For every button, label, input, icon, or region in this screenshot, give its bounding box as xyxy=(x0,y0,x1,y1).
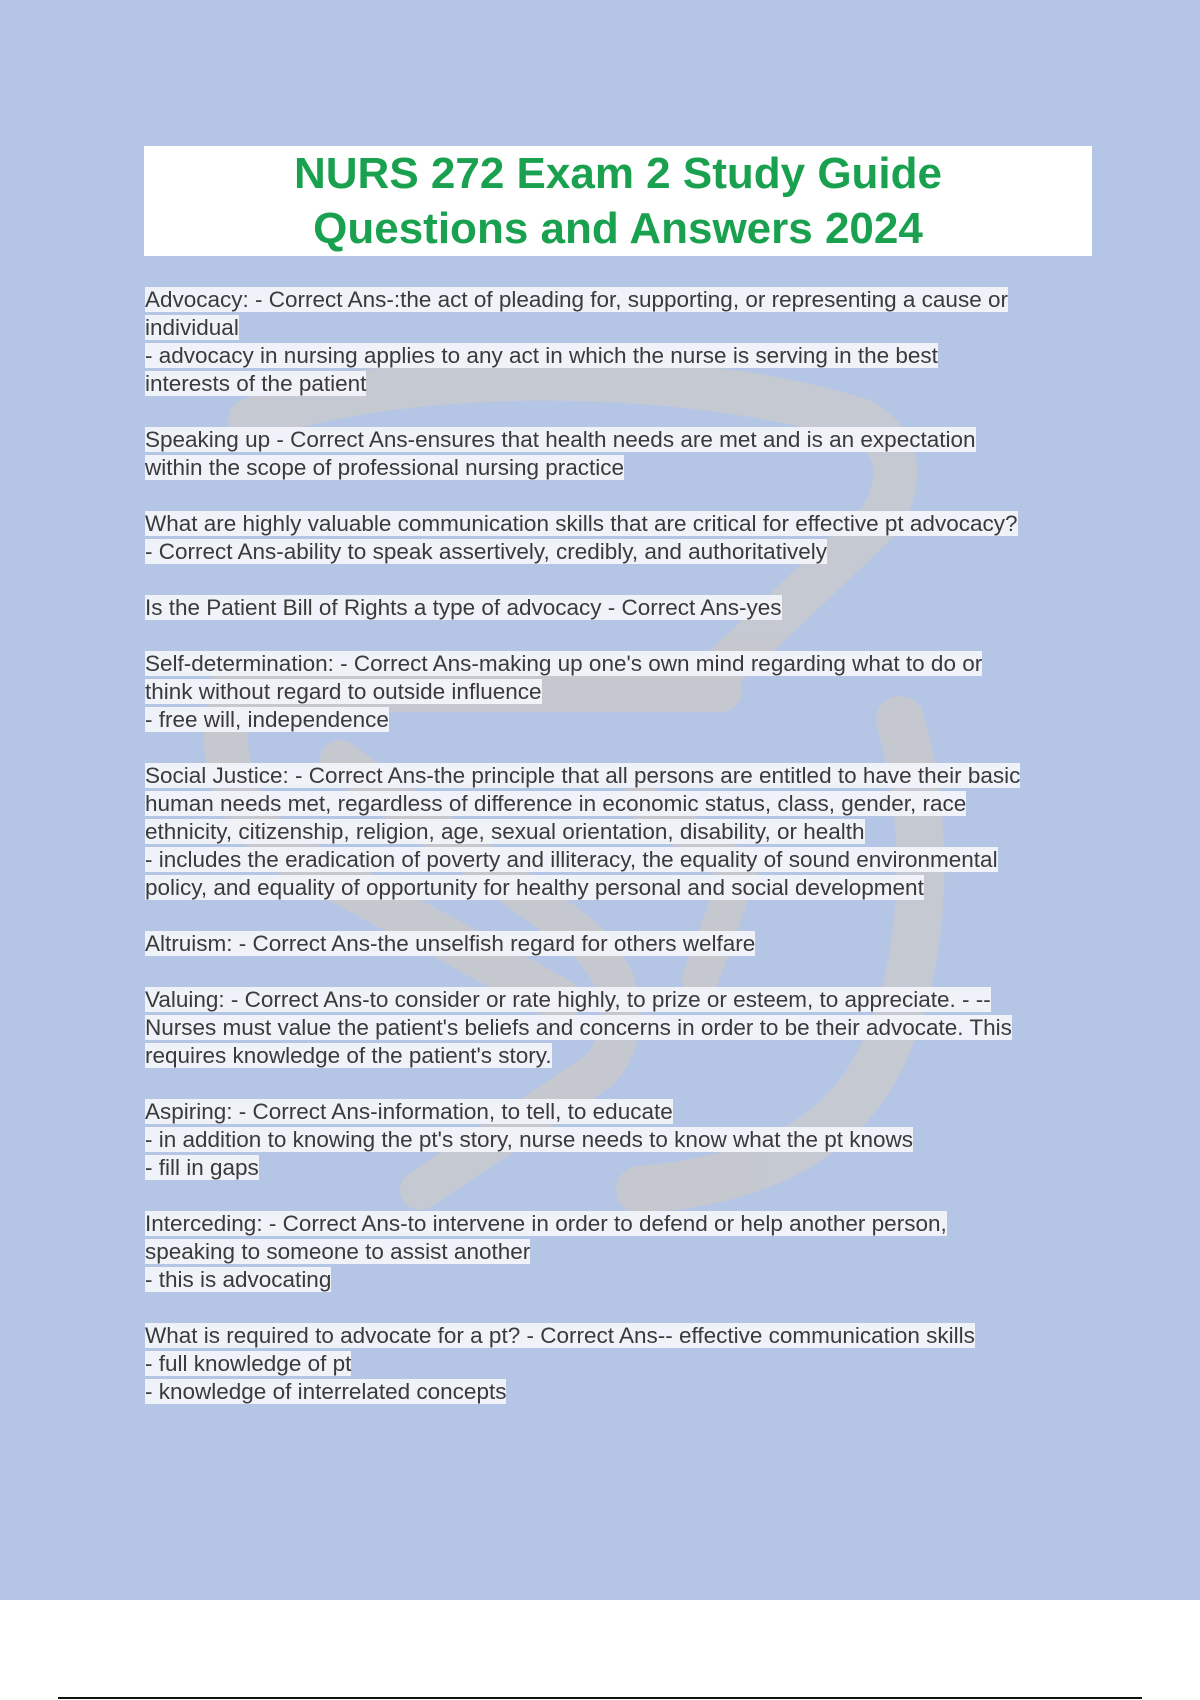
qa-line-text: Nurses must value the patient's beliefs and concerns in order to be their advocate. This xyxy=(145,1015,1012,1040)
qa-entry xyxy=(145,930,1095,958)
qa-line-text: - in addition to knowing the pt's story, nurse needs to know what the pt knows xyxy=(145,1127,914,1152)
qa-entry xyxy=(145,762,1095,902)
page-title-line-1: NURS 272 Exam 2 Study Guide xyxy=(294,149,942,198)
qa-line-text: within the scope of professional nursing practice xyxy=(145,455,625,480)
title-banner xyxy=(144,146,1092,256)
qa-line-text: requires knowledge of the patient's story. xyxy=(145,1043,552,1068)
qa-line-text: Advocacy: - Correct Ans-:the act of pleading for, supporting, or representing a cause or xyxy=(145,287,1008,312)
qa-line xyxy=(145,1126,1095,1154)
qa-line-text: - Correct Ans-ability to speak assertively, credibly, and authoritatively xyxy=(145,539,827,564)
qa-line-text: human needs met, regardless of difference in economic status, class, gender, race xyxy=(145,791,967,816)
qa-line xyxy=(145,1266,1095,1294)
qa-line-text: Interceding: - Correct Ans-to intervene in order to defend or help another person, xyxy=(145,1211,947,1236)
qa-line-text: Social Justice: - Correct Ans-the principle that all persons are entitled to have their basic xyxy=(145,763,1021,788)
qa-line xyxy=(145,286,1095,314)
qa-line xyxy=(145,1322,1095,1350)
qa-line xyxy=(145,678,1095,706)
qa-line xyxy=(145,790,1095,818)
qa-line-text: ethnicity, citizenship, religion, age, sexual orientation, disability, or health xyxy=(145,819,865,844)
qa-line xyxy=(145,426,1095,454)
qa-line-text: - advocacy in nursing applies to any act in which the nurse is serving in the best xyxy=(145,343,938,368)
qa-line-text: policy, and equality of opportunity for healthy personal and social development xyxy=(145,875,924,900)
qa-line xyxy=(145,1378,1095,1406)
qa-line-text: - fill in gaps xyxy=(145,1155,259,1180)
qa-entry xyxy=(145,510,1095,566)
qa-line xyxy=(145,762,1095,790)
qa-entry xyxy=(145,650,1095,734)
qa-line xyxy=(145,510,1095,538)
qa-content xyxy=(145,286,1095,1434)
qa-line xyxy=(145,874,1095,902)
qa-line xyxy=(145,1098,1095,1126)
qa-entry xyxy=(145,286,1095,398)
qa-line-text: Is the Patient Bill of Rights a type of advocacy - Correct Ans-yes xyxy=(145,595,782,620)
qa-line-text: Aspiring: - Correct Ans-information, to tell, to educate xyxy=(145,1099,673,1124)
qa-line xyxy=(145,1350,1095,1378)
qa-line xyxy=(145,370,1095,398)
qa-entry xyxy=(145,1322,1095,1406)
qa-entry xyxy=(145,1098,1095,1182)
qa-line xyxy=(145,1210,1095,1238)
qa-line xyxy=(145,1042,1095,1070)
qa-line-text: - knowledge of interrelated concepts xyxy=(145,1379,507,1404)
qa-line-text: think without regard to outside influence xyxy=(145,679,542,704)
qa-line xyxy=(145,706,1095,734)
page-title-line-2: Questions and Answers 2024 xyxy=(313,204,923,253)
qa-entry xyxy=(145,594,1095,622)
qa-entry xyxy=(145,1210,1095,1294)
qa-line xyxy=(145,594,1095,622)
qa-line xyxy=(145,930,1095,958)
qa-line xyxy=(145,1154,1095,1182)
qa-line xyxy=(145,1238,1095,1266)
qa-line xyxy=(145,986,1095,1014)
qa-line xyxy=(145,342,1095,370)
qa-line-text: Valuing: - Correct Ans-to consider or rate highly, to prize or esteem, to appreciate. - -- xyxy=(145,987,991,1012)
qa-line-text: speaking to someone to assist another xyxy=(145,1239,531,1264)
qa-line-text: individual xyxy=(145,315,239,340)
qa-line xyxy=(145,650,1095,678)
qa-entry xyxy=(145,426,1095,482)
qa-line-text: Speaking up - Correct Ans-ensures that health needs are met and is an expectation xyxy=(145,427,976,452)
qa-line-text: - full knowledge of pt xyxy=(145,1351,352,1376)
qa-line xyxy=(145,538,1095,566)
qa-line-text: interests of the patient xyxy=(145,371,367,396)
qa-line-text: What are highly valuable communication skills that are critical for effective pt advocacy? xyxy=(145,511,1018,536)
qa-entry xyxy=(145,986,1095,1070)
qa-line-text: Altruism: - Correct Ans-the unselfish regard for others welfare xyxy=(145,931,756,956)
qa-line-text: - includes the eradication of poverty and illiteracy, the equality of sound environmental xyxy=(145,847,998,872)
qa-line xyxy=(145,314,1095,342)
qa-line-text: Self-determination: - Correct Ans-making up one's own mind regarding what to do or xyxy=(145,651,983,676)
qa-line-text: What is required to advocate for a pt? - Correct Ans-- effective communication skills xyxy=(145,1323,975,1348)
qa-line xyxy=(145,454,1095,482)
qa-line xyxy=(145,1014,1095,1042)
qa-line xyxy=(145,846,1095,874)
qa-line xyxy=(145,818,1095,846)
qa-line-text: - this is advocating xyxy=(145,1267,332,1292)
footer-divider xyxy=(58,1697,1142,1699)
qa-line-text: - free will, independence xyxy=(145,707,389,732)
